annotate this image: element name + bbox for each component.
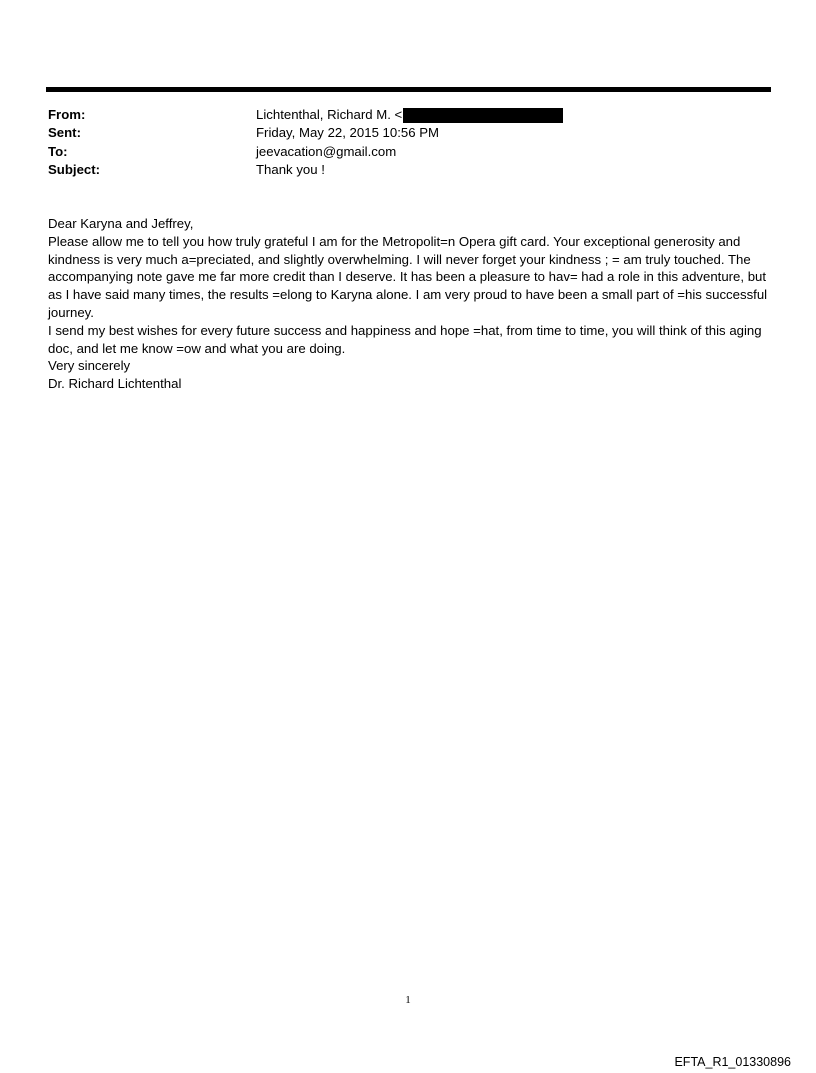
closing: Very sincerely [48,358,131,374]
sent-label: Sent: [48,125,81,141]
from-value [256,106,768,124]
from-row [48,106,768,124]
header-divider [46,87,771,92]
signature: Dr. Richard Lichtenthal [48,376,182,392]
subject-row [48,161,768,179]
subject-value: Thank you ! [256,162,325,178]
to-value: jeevacation@gmail.com [256,143,397,159]
sent-row [48,124,768,142]
email-body [48,215,776,393]
greeting: Dear Karyna and Jeffrey, [48,216,194,231]
to-label: To: [48,143,68,159]
sent-value: Friday, May 22, 2015 10:56 PM [256,125,440,141]
to-row [48,143,768,161]
redaction-block [403,108,563,123]
email-header [48,106,768,180]
subject-label: Subject: [48,162,101,178]
body-paragraph: Please allow me to tell you how truly grateful I am for the Metropolit=n Opera gift card. Your exceptional generosity and kindness is very much a=preciated, and slightly overwhelming. I will never forget your kindness ; = am truly touched. The accompanying note gave me far more credit than I deserve. It has been a pleasure to hav= had a role in this adventure, but as I have said many times, the results =elong to Karyna alone. I am very proud to have been a small part of =his successful journey. [48,233,768,320]
body-paragraph: I send my best wishes for every future success and happiness and hope =hat, from time to time, you will think of this aging doc, and let me know =ow and what you are doing. [48,322,762,356]
sender-name: Lichtenthal, Richard M. < [256,107,403,122]
from-label: From: [48,107,86,122]
bates-number: EFTA_R1_01330896 [674,1055,791,1069]
page-number: 1 [405,994,411,1006]
